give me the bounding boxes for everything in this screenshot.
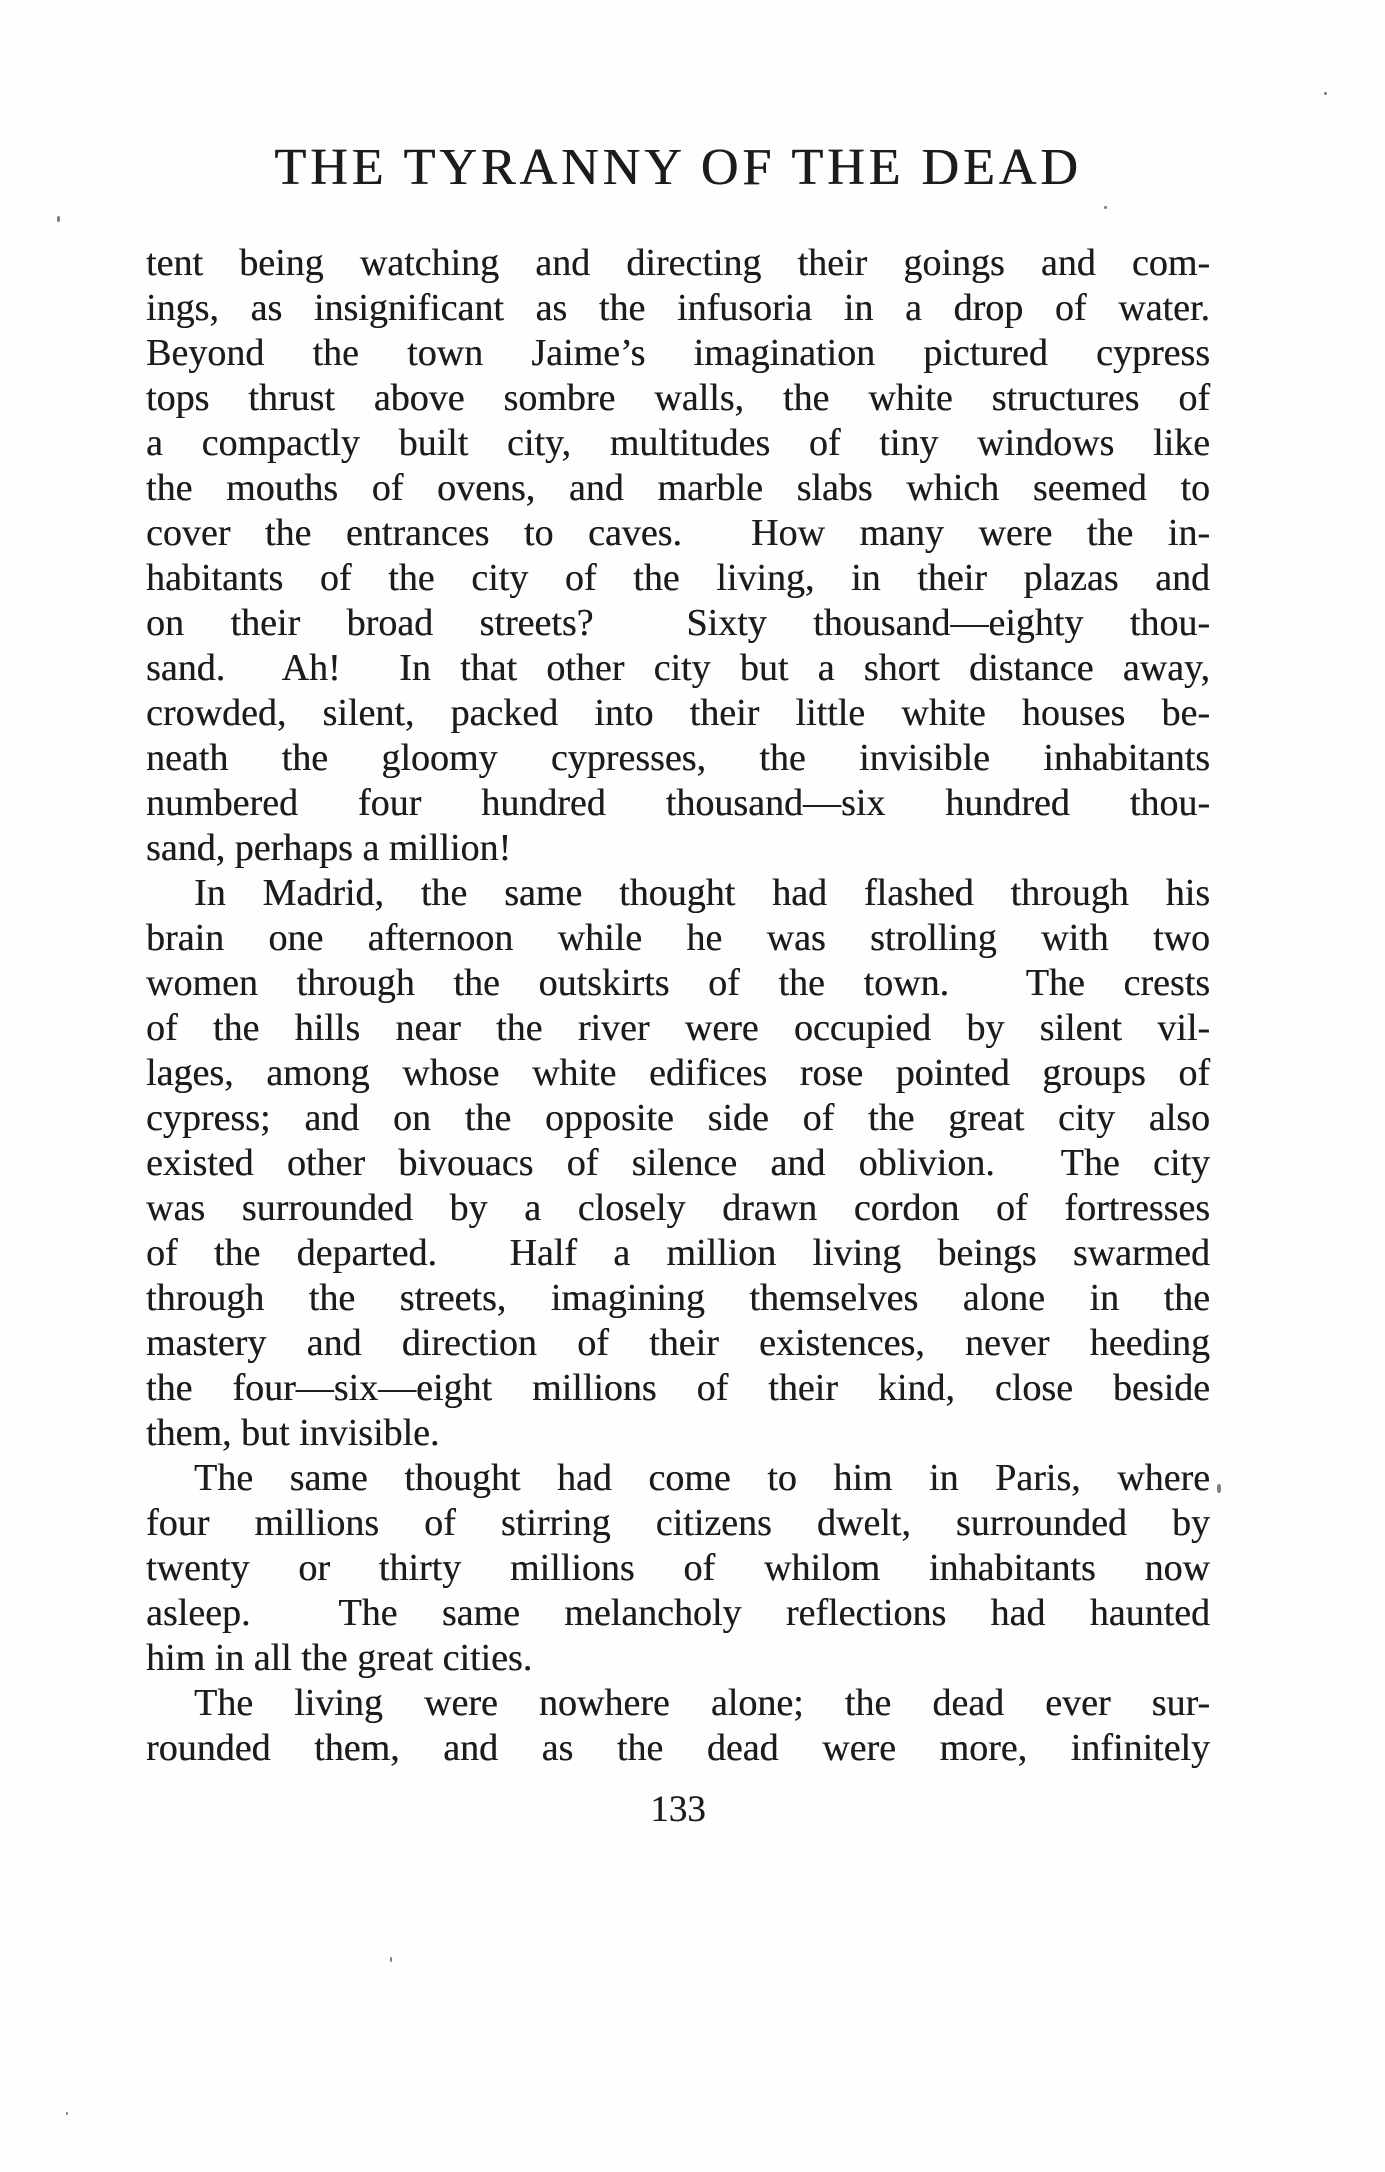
text-line: tent being watching and directing their goings and com- xyxy=(146,242,1210,284)
text-line: mastery and direction of their existences, never heeding xyxy=(146,1322,1210,1364)
text-line: of the departed. Half a million living beings swarmed xyxy=(146,1232,1210,1274)
text-line: was surrounded by a closely drawn cordon of fortresses xyxy=(146,1187,1210,1229)
text-block xyxy=(146,241,1210,1771)
text-line: rounded them, and as the dead were more, infinitely xyxy=(146,1727,1210,1769)
page-title: THE TYRANNY OF THE DEAD xyxy=(274,139,1082,196)
text-line: cypress; and on the opposite side of the great city also xyxy=(146,1097,1210,1139)
text-line: the mouths of ovens, and marble slabs which seemed to xyxy=(146,467,1210,509)
text-line: him in all the great cities. xyxy=(146,1637,533,1679)
text-line: on their broad streets? Sixty thousand—eighty thou- xyxy=(146,602,1210,644)
scan-speck xyxy=(1324,92,1327,95)
text-line: sand, perhaps a million! xyxy=(146,827,512,869)
text-line: lages, among whose white edifices rose pointed groups of xyxy=(146,1052,1210,1094)
text-line: through the streets, imagining themselves alone in the xyxy=(146,1277,1210,1319)
text-line: the four—six—eight millions of their kind, close beside xyxy=(146,1367,1210,1409)
text-line: numbered four hundred thousand—six hundred thou- xyxy=(146,782,1210,824)
scan-speck xyxy=(1104,206,1107,209)
scan-speck xyxy=(66,2112,68,2115)
text-line: habitants of the city of the living, in their plazas and xyxy=(146,557,1210,599)
text-line: brain one afternoon while he was strolling with two xyxy=(146,917,1210,959)
text-line: twenty or thirty millions of whilom inhabitants now xyxy=(146,1547,1210,1589)
text-line: of the hills near the river were occupied by silent vil- xyxy=(146,1007,1210,1049)
text-line: them, but invisible. xyxy=(146,1412,440,1454)
text-line: crowded, silent, packed into their little white houses be- xyxy=(146,692,1210,734)
scan-speck xyxy=(390,1957,392,1962)
text-line: In Madrid, the same thought had flashed through his xyxy=(194,872,1210,914)
text-line: four millions of stirring citizens dwelt, surrounded by xyxy=(146,1502,1210,1544)
text-line: sand. Ah! In that other city but a short distance away, xyxy=(146,647,1210,689)
text-line: existed other bivouacs of silence and oblivion. The city xyxy=(146,1142,1210,1184)
text-line: a compactly built city, multitudes of tiny windows like xyxy=(146,422,1210,464)
scan-speck xyxy=(57,216,60,222)
text-line: cover the entrances to caves. How many were the in- xyxy=(146,512,1210,554)
text-line: The same thought had come to him in Paris, where xyxy=(194,1457,1210,1499)
scan-speck xyxy=(1217,1484,1221,1493)
text-line: Beyond the town Jaime’s imagination pictured cypress xyxy=(146,332,1210,374)
text-line: tops thrust above sombre walls, the white structures of xyxy=(146,377,1210,419)
text-line: women through the outskirts of the town. The crests xyxy=(146,962,1210,1004)
text-line: The living were nowhere alone; the dead ever sur- xyxy=(194,1682,1210,1724)
text-line: neath the gloomy cypresses, the invisible inhabitants xyxy=(146,737,1210,779)
page-number: 133 xyxy=(650,1789,706,1830)
book-page xyxy=(146,138,1210,1832)
text-line: ings, as insignificant as the infusoria in a drop of water. xyxy=(146,287,1210,329)
text-line: asleep. The same melancholy reflections had haunted xyxy=(146,1592,1210,1634)
